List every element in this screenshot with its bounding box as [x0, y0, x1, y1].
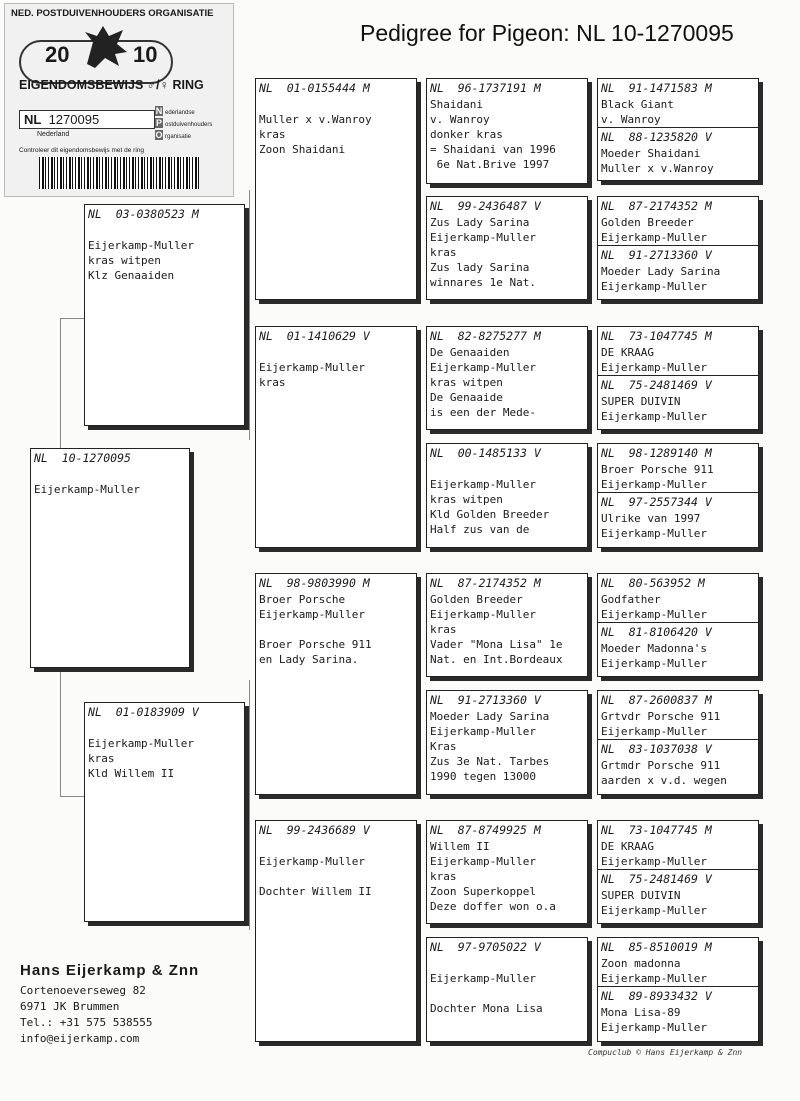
- pigeon-card-gen3: [426, 78, 588, 184]
- card-line: Zoon madonna: [601, 957, 681, 970]
- certificate-year-right: 10: [133, 42, 158, 67]
- certificate-control-note: Controleer dit eigendomsbewijs met de ring: [19, 147, 145, 154]
- card-line: Eijerkamp-Muller: [259, 855, 365, 868]
- pigeon-card-gen3: [426, 196, 588, 300]
- ring-id: NL 01-0155444 M: [259, 81, 370, 95]
- ring-id: NL 00-1485133 V: [430, 446, 541, 460]
- card-line: Kras: [430, 740, 457, 753]
- owner-address-street: Cortenoeverseweg 82: [20, 984, 146, 997]
- card-line: Eijerkamp-Muller: [601, 361, 707, 374]
- card-line: kras witpen: [88, 254, 161, 267]
- card-line: Zus lady Sarina: [430, 261, 530, 274]
- footer-credit: Compuclub © Hans Eijerkamp & Znn: [588, 1048, 743, 1057]
- card-line: Deze doffer won o.a: [430, 900, 556, 913]
- card-line: winnares 1e Nat.: [430, 276, 536, 289]
- card-line: Eijerkamp-Muller: [601, 1021, 707, 1034]
- card-line: Zus Lady Sarina: [430, 216, 530, 229]
- card-line: [256, 622, 416, 637]
- npo-logo: [155, 106, 229, 142]
- card-line: Eijerkamp-Muller: [430, 231, 536, 244]
- pigeon-card-gen2: [255, 573, 417, 795]
- ring-id: NL 87-2174352 M: [430, 576, 541, 590]
- connector-line: [420, 870, 421, 990]
- pigeon-card-dam: [84, 702, 245, 922]
- card-line: kras witpen: [430, 376, 503, 389]
- ring-id: NL 98-9803990 M: [259, 576, 370, 590]
- card-line: Eijerkamp-Muller: [601, 608, 707, 621]
- card-line: Eijerkamp-Muller: [88, 737, 194, 750]
- card-line: Godfather: [601, 593, 661, 606]
- card-line: Zoon Superkoppel: [430, 885, 536, 898]
- owner-email: info@eijerkamp.com: [20, 1032, 140, 1045]
- connector-line: [60, 318, 61, 448]
- card-line: Dochter Willem II: [259, 885, 372, 898]
- card-line: Muller x v.Wanroy: [601, 162, 714, 175]
- pigeon-card-gen3: [426, 326, 588, 430]
- ring-id: NL 97-2557344 V: [601, 495, 712, 509]
- ring-id: NL 88-1235820 V: [601, 130, 712, 144]
- card-line: = Shaidani van 1996: [430, 143, 556, 156]
- card-line: Moeder Madonna's: [601, 642, 707, 655]
- card-line: Black Giant: [601, 98, 674, 111]
- ring-id: NL 85-8510019 M: [601, 940, 712, 954]
- pigeon-pair-gen4: [597, 78, 759, 181]
- card-line: Nat. en Int.Bordeaux: [430, 653, 563, 666]
- card-line: [256, 97, 416, 112]
- card-line: Eijerkamp-Muller: [601, 904, 707, 917]
- ring-id: NL 87-8749925 M: [430, 823, 541, 837]
- card-line: Zus 3e Nat. Tarbes: [430, 755, 550, 768]
- card-line: Moeder Lady Sarina: [601, 265, 721, 278]
- card-line: kras: [430, 870, 457, 883]
- card-line: Moeder Lady Sarina: [430, 710, 550, 723]
- card-line: Eijerkamp-Muller: [601, 231, 707, 244]
- ring-id: NL 97-9705022 V: [430, 940, 541, 954]
- pigeon-card-gen3: [426, 820, 588, 924]
- ring-id: NL 87-2174352 M: [601, 199, 712, 213]
- card-line: is een der Mede-: [430, 406, 536, 419]
- card-line: Golden Breeder: [601, 216, 694, 229]
- card-line: Eijerkamp-Muller: [430, 855, 536, 868]
- card-line: Eijerkamp-Muller: [430, 478, 536, 491]
- card-line: Eijerkamp-Muller: [601, 657, 707, 670]
- npo-text: ostduivenhouders: [165, 122, 213, 128]
- pigeon-card-main: [30, 448, 190, 668]
- owner-contact: [20, 963, 199, 1047]
- card-line: Eijerkamp-Muller: [601, 725, 707, 738]
- card-line: De Genaaiden: [430, 346, 510, 359]
- connector-line: [249, 190, 250, 440]
- ring-id: NL 87-2600837 M: [601, 693, 712, 707]
- card-line: SUPER DUIVIN: [601, 395, 681, 408]
- ring-id: NL 98-1289140 M: [601, 446, 712, 460]
- card-line: [31, 467, 189, 482]
- npo-row: [155, 106, 229, 118]
- card-line: [427, 956, 587, 971]
- pigeon-card-gen2: [255, 78, 417, 300]
- card-line: 6e Nat.Brive 1997: [430, 158, 550, 171]
- ring-id: NL 80-563952 M: [601, 576, 705, 590]
- ring-id: NL 10-1270095: [34, 451, 131, 465]
- card-line: 1990 tegen 13000: [430, 770, 536, 783]
- npo-letter: P: [155, 118, 162, 128]
- card-line: kras: [430, 623, 457, 636]
- card-line: Broer Porsche: [259, 593, 346, 606]
- ring-id: NL 73-1047745 M: [601, 823, 712, 837]
- pigeon-card-gen2: [255, 820, 417, 1042]
- certificate-country: Nederland: [37, 131, 70, 138]
- card-line: en Lady Sarina.: [259, 653, 359, 666]
- card-line: Zoon Shaidani: [259, 143, 346, 156]
- card-line: v. Wanroy: [601, 113, 661, 126]
- card-line: Broer Porsche 911: [259, 638, 372, 651]
- owner-address-city: 6971 JK Brummen: [20, 1000, 120, 1013]
- pigeon-card-gen3: [426, 573, 588, 677]
- pigeon-pair-gen4: [597, 937, 759, 1042]
- ring-id: NL 75-2481469 V: [601, 378, 712, 392]
- card-line: [256, 345, 416, 360]
- card-line: aarden x v.d. wegen: [601, 774, 727, 787]
- pigeon-card-gen3: [426, 937, 588, 1042]
- card-line: kras: [259, 128, 286, 141]
- connector-line: [249, 680, 250, 930]
- owner-phone: Tel.: +31 575 538555: [20, 1016, 153, 1029]
- certificate-year-left: 20: [45, 42, 70, 67]
- pigeon-pair-gen4: [597, 326, 759, 430]
- connector-line: [60, 668, 61, 796]
- card-line: Eijerkamp-Muller: [34, 483, 140, 496]
- card-line: Klz Genaaiden: [88, 269, 175, 282]
- card-line: Eijerkamp-Muller: [601, 410, 707, 423]
- card-line: SUPER DUIVIN: [601, 889, 681, 902]
- ring-id: NL 73-1047745 M: [601, 329, 712, 343]
- certificate-org: NED. POSTDUIVENHOUDERS ORGANISATIE: [11, 8, 214, 19]
- card-line: De Genaaide: [430, 391, 503, 404]
- ring-id: NL 82-8275277 M: [430, 329, 541, 343]
- card-line: [85, 223, 244, 238]
- card-line: Kld Willem II: [88, 767, 175, 780]
- npo-letter: N: [155, 106, 163, 116]
- card-line: Eijerkamp-Muller: [259, 361, 365, 374]
- ring-id: NL 91-2713360 V: [601, 248, 712, 262]
- card-line: Ulrike van 1997: [601, 512, 701, 525]
- pigeon-card-gen3: [426, 443, 588, 548]
- card-line: [85, 721, 244, 736]
- ring-id: NL 75-2481469 V: [601, 872, 712, 886]
- card-line: donker kras: [430, 128, 503, 141]
- card-line: Mona Lisa-89: [601, 1006, 681, 1019]
- pigeon-card-gen3: [426, 690, 588, 795]
- ring-id: NL 96-1737191 M: [430, 81, 541, 95]
- certificate-heading: EIGENDOMSBEWIJS ♂/♀ RING: [19, 78, 204, 92]
- card-line: Eijerkamp-Muller: [601, 527, 707, 540]
- card-line: Shaidani: [430, 98, 483, 111]
- ring-id: NL 03-0380523 M: [88, 207, 199, 221]
- card-line: Moeder Shaidani: [601, 147, 701, 160]
- connector-line: [420, 630, 421, 760]
- ring-id: NL 91-1471583 M: [601, 81, 712, 95]
- card-line: Willem II: [430, 840, 490, 853]
- ring-prefix: NL: [24, 112, 42, 127]
- ring-number-field: [19, 110, 155, 129]
- card-line: kras witpen: [430, 493, 503, 506]
- card-line: Eijerkamp-Muller: [601, 972, 707, 985]
- connector-line: [60, 796, 84, 797]
- card-line: Vader "Mona Lisa" 1e: [430, 638, 563, 651]
- card-line: Eijerkamp-Muller: [430, 608, 536, 621]
- ring-id: NL 99-2436487 V: [430, 199, 541, 213]
- ring-id: NL 81-8106420 V: [601, 625, 712, 639]
- card-line: Eijerkamp-Muller: [601, 855, 707, 868]
- card-line: Golden Breeder: [430, 593, 523, 606]
- npo-letter: O: [155, 130, 163, 140]
- card-line: Kld Golden Breeder: [430, 508, 550, 521]
- card-line: Muller x v.Wanroy: [259, 113, 372, 126]
- owner-name: Hans Eijerkamp & Znn: [20, 962, 200, 979]
- page-title: Pedigree for Pigeon: NL 10-1270095: [360, 20, 734, 46]
- npo-text: ederlandse: [165, 110, 195, 116]
- ring-id: NL 91-2713360 V: [430, 693, 541, 707]
- npo-text: rganisatie: [165, 134, 192, 140]
- card-line: [427, 986, 587, 1001]
- ring-id: NL 01-0183909 V: [88, 705, 199, 719]
- npo-row: [155, 118, 229, 130]
- pigeon-card-sire: [84, 204, 245, 426]
- card-line: DE KRAAG: [601, 346, 654, 359]
- connector-line: [420, 130, 421, 260]
- barcode: [39, 157, 199, 189]
- card-line: Eijerkamp-Muller: [430, 725, 536, 738]
- card-line: [427, 462, 587, 477]
- card-line: Eijerkamp-Muller: [601, 478, 707, 491]
- card-line: v. Wanroy: [430, 113, 490, 126]
- card-line: DE KRAAG: [601, 840, 654, 853]
- connector-line: [60, 318, 84, 319]
- pigeon-pair-gen4: [597, 820, 759, 924]
- pigeon-pair-gen4: [597, 573, 759, 677]
- ring-certificate: [4, 3, 234, 197]
- card-line: Grtmdr Porsche 911: [601, 759, 721, 772]
- card-line: [256, 839, 416, 854]
- card-line: Eijerkamp-Muller: [430, 972, 536, 985]
- card-line: Eijerkamp-Muller: [430, 361, 536, 374]
- card-line: Dochter Mona Lisa: [430, 1002, 543, 1015]
- npo-row: [155, 130, 229, 142]
- card-line: Eijerkamp-Muller: [259, 608, 365, 621]
- card-line: Eijerkamp-Muller: [601, 280, 707, 293]
- ring-id: NL 01-1410629 V: [259, 329, 370, 343]
- card-line: kras: [88, 752, 115, 765]
- card-line: kras: [430, 246, 457, 259]
- ring-id: NL 99-2436689 V: [259, 823, 370, 837]
- card-line: Broer Porsche 911: [601, 463, 714, 476]
- card-line: Eijerkamp-Muller: [88, 239, 194, 252]
- card-line: [256, 869, 416, 884]
- pigeon-pair-gen4: [597, 196, 759, 300]
- card-line: Grtvdr Porsche 911: [601, 710, 721, 723]
- lion-logo-icon: [75, 24, 135, 70]
- card-line: kras: [259, 376, 286, 389]
- connector-line: [420, 380, 421, 500]
- ring-id: NL 83-1037038 V: [601, 742, 712, 756]
- pigeon-pair-gen4: [597, 443, 759, 548]
- ring-number: 1270095: [48, 112, 100, 127]
- ring-id: NL 89-8933432 V: [601, 989, 712, 1003]
- card-line: Half zus van de: [430, 523, 530, 536]
- pigeon-card-gen2: [255, 326, 417, 548]
- pigeon-pair-gen4: [597, 690, 759, 795]
